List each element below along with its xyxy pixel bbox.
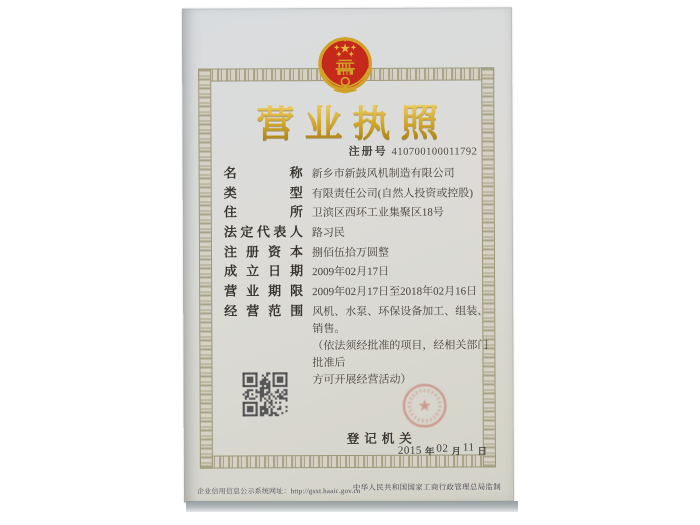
field-value: 路习民: [311, 227, 345, 240]
field-value: 有限责任公司(自然人投资或控股): [311, 187, 474, 200]
table-surface-shadow: [186, 501, 518, 512]
issuing-authority-label: 登记机关: [346, 431, 417, 447]
issue-date-year: 2015: [397, 444, 422, 457]
field-label: 类型: [223, 184, 303, 201]
field-row-name: [224, 165, 498, 186]
license-title: 营业执照: [182, 104, 512, 143]
day-character: 日: [477, 446, 488, 458]
issue-date-month: 02: [436, 442, 449, 455]
license-fields: [224, 165, 499, 389]
field-label: 名称: [223, 165, 303, 181]
field-value: [312, 303, 498, 389]
registration-number-value: 410700100011792: [391, 146, 478, 158]
scope-line: （依法须经批准的项目，经相关部门批准后: [312, 339, 489, 369]
scope-line: 风机、水泵、环保设备加工、组装、销售。: [312, 305, 489, 335]
registration-number-line: [349, 141, 478, 160]
credit-system-url: 企业信用信息公示系统网址：http://gsxt.haaic.gov.cn: [197, 486, 361, 496]
official-red-seal: [402, 383, 448, 429]
field-row-establish-date: [224, 264, 498, 285]
field-row-address: [224, 205, 498, 226]
field-row-legal-representative: [224, 224, 498, 245]
field-label: 营业期限: [224, 283, 304, 299]
field-row-type: [224, 185, 498, 206]
field-value: 新乡市新鼓风机制造有限公司: [311, 167, 455, 181]
issue-date-day: 11: [462, 441, 475, 454]
china-national-emblem-icon: [317, 36, 373, 99]
field-label: 经营范围: [224, 303, 304, 319]
field-value: 捌佰伍拾万圆整: [311, 246, 390, 259]
field-label: 成立日期: [224, 263, 304, 279]
registration-number-label: 注册号: [348, 145, 388, 158]
field-label: 法定代表人: [223, 224, 303, 240]
supervising-authority-imprint: 中华人民共和国国家工商行政管理总局监制: [352, 482, 502, 492]
field-value: 2009年02月17日: [312, 266, 390, 279]
month-character: 月: [451, 446, 461, 458]
field-row-registered-capital: [224, 244, 498, 265]
field-label: 注册资本: [223, 243, 304, 260]
qr-code: [243, 372, 288, 416]
scope-line: 方可开展经营活动）: [312, 373, 412, 386]
field-row-business-term: [224, 283, 498, 304]
year-character: 年: [424, 446, 435, 458]
field-value: 卫滨区西环工业集聚区18号: [311, 206, 444, 220]
field-value: 2009年02月17日至2018年02月16日: [312, 285, 478, 299]
field-label: 住所: [223, 204, 303, 220]
license-paper: [182, 7, 514, 502]
issue-date: [398, 443, 489, 457]
